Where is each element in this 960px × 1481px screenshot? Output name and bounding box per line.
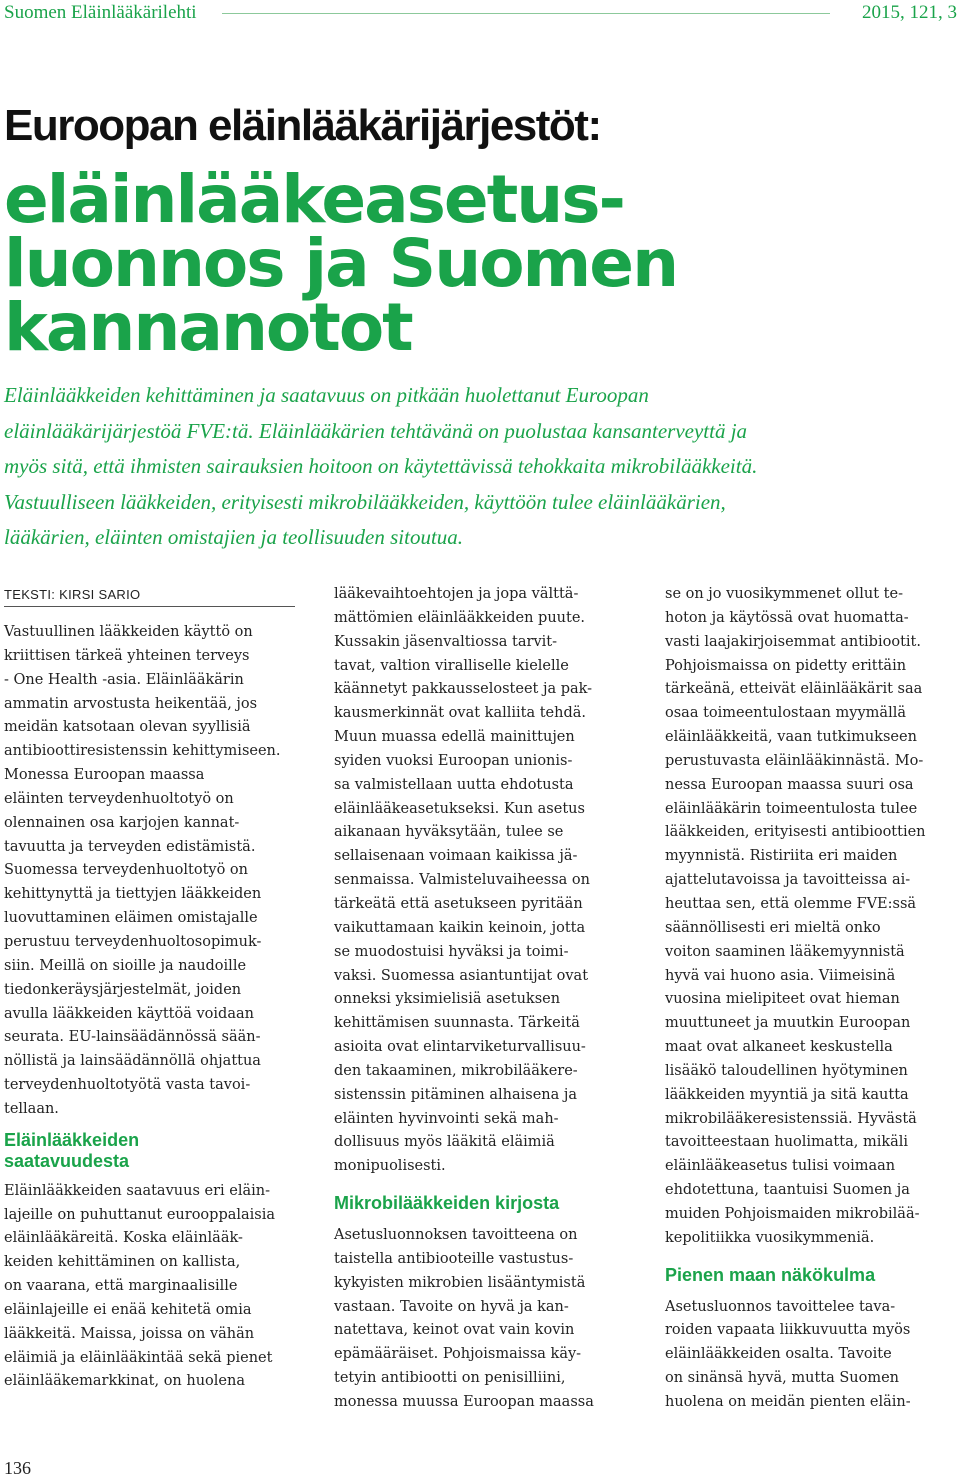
text-line: kepolitiikka vuosikymmeniä. xyxy=(665,1229,875,1246)
paragraph xyxy=(4,1180,297,1395)
text-line: eläinten terveydenhuoltotyö on xyxy=(4,790,234,807)
text-line: Asetusluonnoksen tavoitteena on xyxy=(334,1227,578,1244)
text-line: perustuvasta eläinlääkinnästä. Mo- xyxy=(665,752,924,769)
text-line: se on jo vuosikymmenet ollut te- xyxy=(665,586,903,602)
title-line: kannanotot xyxy=(4,289,412,366)
text-line: Kussakin jäsenvaltiossa tarvit- xyxy=(334,633,558,650)
text-line: eläinlääkkeiden osalta. Tavoite xyxy=(665,1346,892,1363)
text-line: den takaaminen, mikrobilääkere- xyxy=(334,1062,578,1079)
lead-line: eläinlääkärijärjestöä FVE:tä. Eläinlääkärien tehtävänä on puolustaa kansanterveyttä ja xyxy=(4,418,748,443)
text-line: asioita ovat elintarviketurvallisuu- xyxy=(334,1039,586,1056)
paragraph xyxy=(665,583,957,1251)
text-line: - One Health -asia. Eläinlääkärin xyxy=(4,671,244,688)
text-line: kykyisten mikrobien lisääntymistä xyxy=(334,1274,586,1291)
text-line: on sinänsä hyvä, mutta Suomen xyxy=(665,1370,900,1387)
text-line: vaksi. Suomessa asiantuntijat ovat xyxy=(334,967,589,984)
page-header xyxy=(0,0,960,30)
text-line: eläimiä ja eläinlääkintää sekä pienet xyxy=(4,1349,273,1366)
text-line: säännöllisesti eri mieltä onko xyxy=(665,919,881,936)
text-line: mikrobilääkeresistenssiä. Hyvästä xyxy=(665,1110,917,1127)
lead-line: Eläinlääkkeiden kehittäminen ja saatavuus on pitkään huolettanut Euroopan xyxy=(4,383,649,407)
text-line: lääkkeitä. Maissa, joissa on vähän xyxy=(4,1325,255,1342)
text-line: eläinlääkärin toimeentulosta tulee xyxy=(665,800,918,817)
text-line: ajattelutavoissa ja tavoitteissa ai- xyxy=(665,872,911,889)
lead-line: myös sitä, että ihmisten sairauksien hoitoon on käytettävissä tehokkaita mikrobilääkkeitä. xyxy=(4,454,758,478)
text-line: lääkevaihtoehtojen ja jopa välttä- xyxy=(334,586,579,602)
author-byline: TEKSTI: KIRSI SARIO xyxy=(4,587,141,602)
header-rule xyxy=(222,13,830,14)
text-line: eläinten hyvinvointi sekä mah- xyxy=(334,1110,559,1127)
text-line: voiton saaminen lääkemyynnistä xyxy=(665,943,905,960)
paragraph xyxy=(334,583,629,1179)
byline-rule xyxy=(4,606,295,607)
text-line: avulla lääkkeiden käyttöä voidaan xyxy=(4,1005,254,1022)
text-line: myynnistä. Ristiriita eri maiden xyxy=(665,848,898,865)
text-line: epämääräiset. Pohjoismaissa käy- xyxy=(334,1346,582,1363)
text-line: meidän katsotaan olevan syyllisiä xyxy=(4,719,251,736)
text-line: vaikuttamaan kaikin keinoin, jotta xyxy=(334,919,586,936)
text-line: olennainen osa karjojen kannat- xyxy=(4,814,240,831)
text-line: Asetusluonnos tavoittelee tava- xyxy=(665,1298,896,1315)
text-line: nessa Euroopan maassa suuri osa xyxy=(665,776,914,793)
text-line: luovuttaminen eläimen omistajalle xyxy=(4,910,258,927)
text-line: mättömien eläinlääkkeiden puute. xyxy=(334,609,586,626)
text-line: onneksi yksimielisiä asetuksen xyxy=(334,991,561,1008)
text-line: tavuutta ja terveyden edistämistä. xyxy=(4,838,256,855)
text-line: ehdotettuna, taantuisi Suomen ja xyxy=(665,1182,910,1199)
text-line: osaa toimeentulostaan myymällä xyxy=(665,705,906,722)
page-number: 136 xyxy=(4,1458,31,1478)
article-title xyxy=(4,161,678,366)
section-heading xyxy=(334,1193,629,1214)
text-line: terveydenhuoltotyötä vasta tavoi- xyxy=(4,1077,251,1094)
title-line: eläinlääkeasetus- xyxy=(4,161,624,238)
text-line: sa valmistellaan uutta ehdotusta xyxy=(334,776,574,793)
text-line: Vastuullinen lääkkeiden käyttö on xyxy=(4,624,253,640)
text-line: eläinlääkemarkkinat, on huolena xyxy=(4,1373,245,1390)
text-line: se muodostuisi hyväksi ja toimi- xyxy=(334,943,569,960)
text-line: siin. Meillä on sioille ja naudoille xyxy=(4,957,247,974)
text-line: senmaissa. Valmisteluvaiheessa on xyxy=(334,872,590,889)
section-heading-line: Eläinlääkkeiden xyxy=(4,1129,140,1150)
text-line: Suomessa terveydenhuoltotyö on xyxy=(4,862,249,879)
text-line: Muun muassa edellä mainittujen xyxy=(334,729,575,746)
text-line: muuttuneet ja muutkin Euroopan xyxy=(665,1015,911,1032)
text-line: hoton ja käytössä ovat huomatta- xyxy=(665,609,909,626)
text-line: vuosina mielipiteet ovat hieman xyxy=(665,991,900,1008)
text-line: eläinlääkeasetus tulisi voimaan xyxy=(665,1158,896,1175)
section-heading xyxy=(4,1130,297,1172)
text-line: tavat, valtion viralliselle kielelle xyxy=(334,657,569,674)
paragraph xyxy=(4,621,297,1122)
text-line: käännetyt pakkausselosteet ja pak- xyxy=(334,681,593,698)
text-line: nöllistä ja lainsäädännöllä ohjattua xyxy=(4,1053,261,1070)
journal-name: Suomen Eläinlääkärilehti xyxy=(4,2,197,23)
text-line: monessa muussa Euroopan maassa xyxy=(334,1394,594,1410)
text-line: tellaan. xyxy=(4,1100,59,1117)
section-heading-line: Pienen maan näkökulma xyxy=(665,1264,876,1285)
text-line: eläinlajeille ei enää kehitetä omia xyxy=(4,1301,252,1318)
text-line: perustuu terveydenhuoltosopimuk- xyxy=(4,933,262,950)
text-line: heuttaa sen, että olemme FVE:ssä xyxy=(665,895,917,912)
text-line: eläinlääkkeitä, vaan tutkimukseen xyxy=(665,729,917,746)
lead-line: Vastuulliseen lääkkeiden, erityisesti mikrobilääkkeiden, käyttöön tulee eläinlääkärien, xyxy=(4,489,726,514)
text-line: ammatin arvostusta heikentää, jos xyxy=(4,695,258,712)
text-line: kausmerkinnät ovat kalliita tehdä. xyxy=(334,705,587,722)
text-line: eläinlääkäreitä. Koska eläinlääk- xyxy=(4,1230,243,1247)
text-line: taistella antibiooteille vastustus- xyxy=(334,1250,574,1267)
text-line: vasti laajakirjoisemmat antibiootit. xyxy=(665,633,921,650)
text-line: lajeille on puhuttanut eurooppalaisia xyxy=(4,1206,276,1223)
text-line: kriittisen tärkeä yhteinen terveys xyxy=(4,647,250,664)
text-line: lääkkeiden, erityisesti antibioottien xyxy=(665,824,926,841)
text-line: tärkeänä, etteivät eläinlääkärit saa xyxy=(665,681,923,698)
issue-info: 2015, 121, 3 xyxy=(862,2,957,23)
text-line: vastaan. Tavoite on hyvä ja kan- xyxy=(334,1298,569,1315)
text-line: maat ovat alkaneet keskustella xyxy=(665,1039,893,1056)
lead-line: lääkärien, eläinten omistajien ja teollisuuden sitoutua. xyxy=(4,525,464,549)
text-line: kehittämisen suunnasta. Tärkeitä xyxy=(334,1015,580,1032)
text-line: lääkkeiden myyntiä ja sitä kautta xyxy=(665,1086,909,1103)
text-line: kehittynyttä ja tiettyjen lääkkeiden xyxy=(4,886,262,903)
text-line: tetyin antibiootti on penisilliini, xyxy=(334,1370,566,1387)
section-heading-line: saatavuudesta xyxy=(4,1150,130,1171)
text-line: tavoitteestaan huolimatta, mikäli xyxy=(665,1134,909,1151)
title-line: luonnos ja Suomen xyxy=(4,225,678,302)
text-line: monipuolisesti. xyxy=(334,1158,446,1175)
text-line: natettava, keinot ovat vain kovin xyxy=(334,1322,575,1339)
text-line: roiden vapaata liikkuvuutta myös xyxy=(665,1322,911,1339)
text-line: huolena on meidän pienten eläin- xyxy=(665,1394,911,1410)
section-heading xyxy=(665,1265,957,1286)
paragraph xyxy=(334,1224,629,1415)
text-line: dollisuus myös lääkitä eläimiä xyxy=(334,1134,555,1151)
paragraph xyxy=(665,1296,957,1415)
text-line: Pohjoismaissa on pidetty erittäin xyxy=(665,657,907,674)
body-column-2 xyxy=(334,583,629,1415)
text-line: aikanaan hyväksytään, tulee se xyxy=(334,824,564,841)
text-line: Monessa Euroopan maassa xyxy=(4,767,205,784)
text-line: eläinlääkeasetukseksi. Kun asetus xyxy=(334,800,585,817)
text-line: muiden Pohjoismaiden mikrobilää- xyxy=(665,1205,920,1222)
body-column-1 xyxy=(4,583,297,1394)
text-line: syiden vuoksi Euroopan unionis- xyxy=(334,752,573,769)
article-lead xyxy=(4,378,954,556)
text-line: Eläinlääkkeiden saatavuus eri eläin- xyxy=(4,1182,270,1199)
text-line: antibioottiresistenssin kehittymiseen. xyxy=(4,743,281,760)
text-line: sellaisenaan voimaan kaikissa jä- xyxy=(334,848,578,865)
text-line: hyvä vai huono asia. Viimeisinä xyxy=(665,967,896,984)
text-line: seurata. EU-lainsäädännössä sään- xyxy=(4,1029,261,1046)
text-line: keiden kehittäminen on kallista, xyxy=(4,1254,241,1271)
text-line: sistenssin pitäminen alhaisena ja xyxy=(334,1086,578,1103)
article-kicker: Euroopan eläinlääkärijärjestöt: xyxy=(4,101,601,150)
section-heading-line: Mikrobilääkkeiden kirjosta xyxy=(334,1193,560,1214)
text-line: on vaarana, että marginaalisille xyxy=(4,1278,238,1295)
body-column-3 xyxy=(665,583,957,1415)
text-line: lisääkö taloudellinen hyötyminen xyxy=(665,1062,908,1079)
text-line: tiedonkeräysjärjestelmät, joiden xyxy=(4,981,242,998)
text-line: tärkeätä että asetukseen pyritään xyxy=(334,895,583,912)
